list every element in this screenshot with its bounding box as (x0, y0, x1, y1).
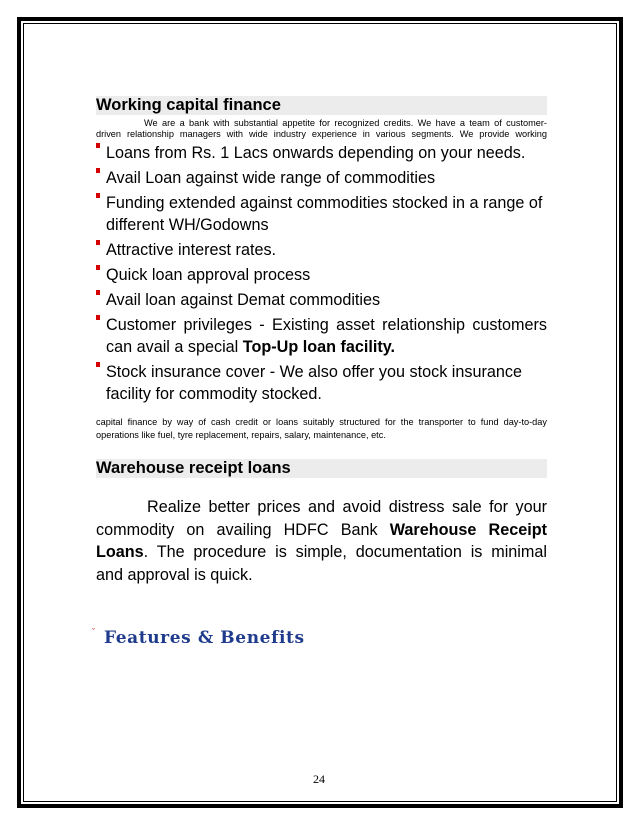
red-square-bullet-icon (96, 290, 100, 295)
red-square-bullet-icon (96, 240, 100, 245)
red-square-bullet-icon (96, 265, 100, 270)
bullet-text: Avail loan against Demat commodities (106, 291, 381, 309)
list-item (96, 264, 547, 286)
list-item (96, 314, 547, 358)
bullet-bold-text: Top-Up loan facility. (242, 338, 396, 356)
red-square-bullet-icon (96, 143, 100, 148)
red-square-bullet-icon (96, 315, 100, 320)
warehouse-paragraph (96, 496, 547, 586)
list-item (96, 192, 547, 236)
bullet-text: Funding extended against commodities stocked in a range of different WH/Godowns (106, 194, 543, 234)
red-square-bullet-icon (96, 362, 100, 367)
page-number: 24 (313, 772, 325, 786)
features-bullet-list (96, 142, 547, 408)
caron-marker-icon: ˇ (92, 627, 95, 637)
paragraph-bold-text: Warehouse Receipt Loans (96, 520, 548, 561)
bullet-text: Loans from Rs. 1 Lacs onwards depending on your needs. (106, 144, 526, 162)
red-square-bullet-icon (96, 193, 100, 198)
bullet-text: Attractive interest rates. (106, 241, 277, 259)
section-heading-warehouse-receipt: Warehouse receipt loans (96, 459, 547, 478)
list-item (96, 361, 547, 405)
intro-line-1: We are a bank with substantial appetite for recognized credits. We have a team of customer- (144, 118, 547, 128)
features-title: Features & Benefits (104, 628, 305, 648)
paragraph-text: Realize better prices and avoid distress sale for your commodity on availing HDFC Bank (96, 498, 547, 539)
outro-paragraph: capital finance by way of cash credit or loans suitably structured for the transporter to fund day-to-day operations like fuel, tyre replacement, repairs, salary, maintenance, etc. (96, 417, 547, 440)
paragraph-text-end: . The procedure is simple, documentation is minimal and approval is quick. (96, 543, 547, 584)
red-square-bullet-icon (96, 168, 100, 173)
intro-line-2: driven relationship managers with wide industry experience in various segments. We provide working (96, 129, 547, 139)
bullet-text: Avail Loan against wide range of commodities (106, 169, 436, 187)
list-item (96, 289, 547, 311)
section-heading-working-capital: Working capital finance (96, 96, 547, 115)
list-item (96, 167, 547, 189)
bullet-text: Quick loan approval process (106, 266, 311, 284)
bullet-text: Stock insurance cover - We also offer you stock insurance facility for commodity stocked. (106, 363, 522, 403)
list-item (96, 239, 547, 261)
bullet-text: Customer privileges - Existing asset relationship customers can avail a special (106, 316, 547, 356)
list-item (96, 142, 547, 164)
